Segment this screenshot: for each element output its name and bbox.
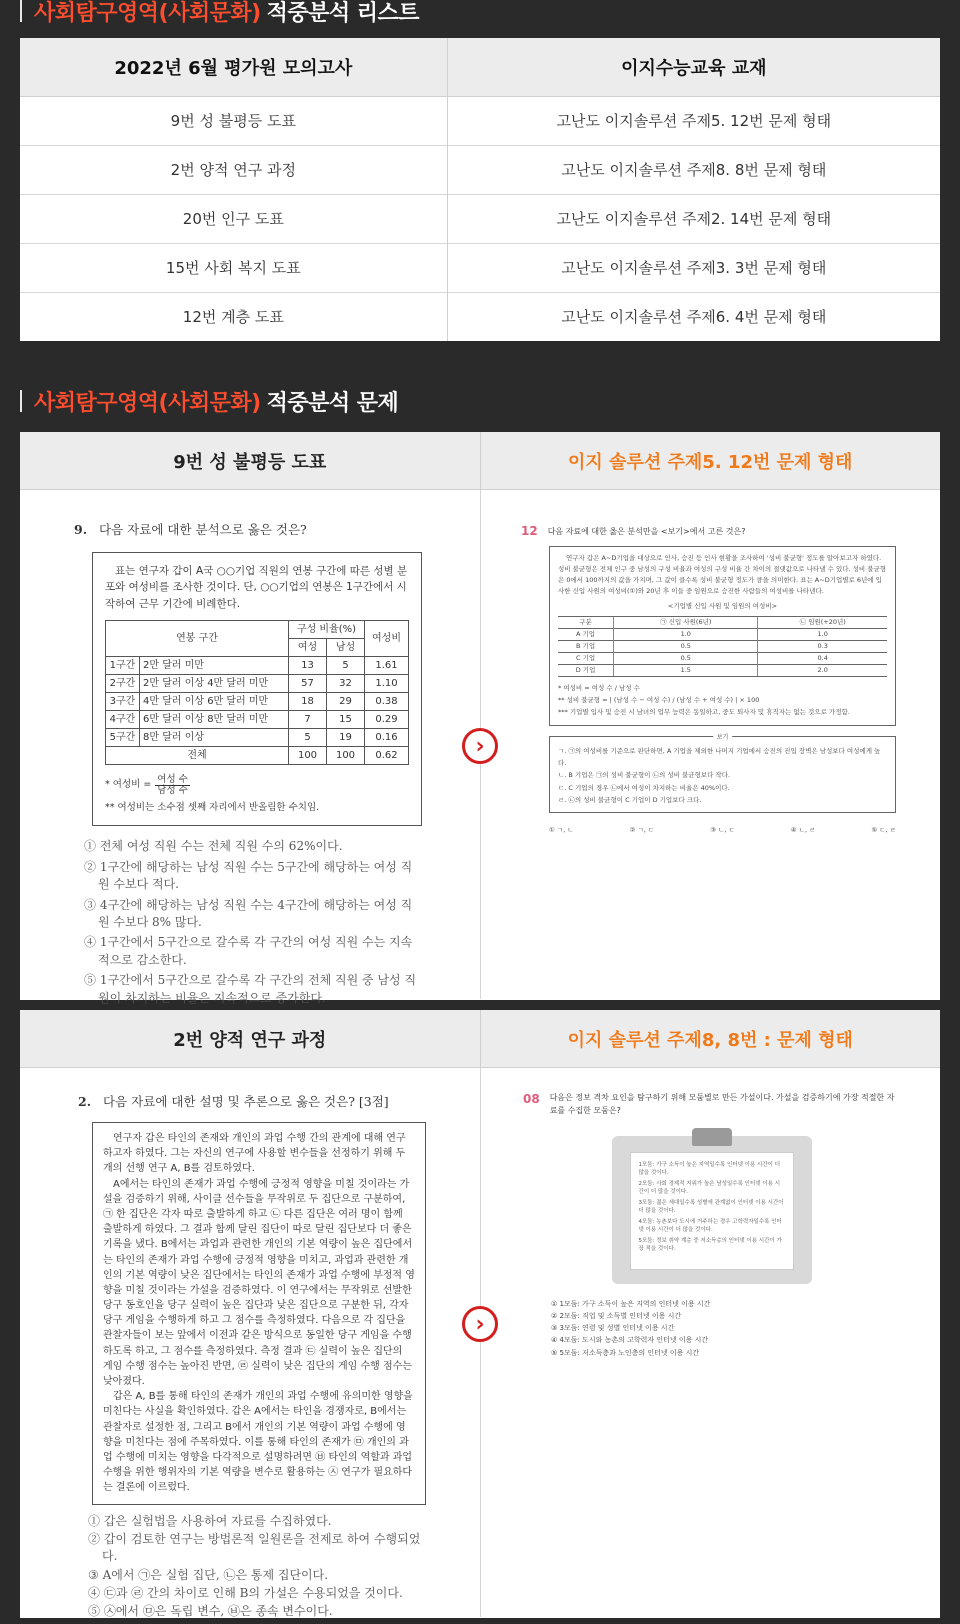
mini-cell: 0.5 (614, 641, 758, 653)
bogi-item: ㄹ. ㉡의 성비 불균형이 C 기업이 D 기업보다 크다. (558, 795, 702, 804)
exam-header: 9번 성 불평등 도표 (173, 451, 327, 473)
question-text: 다음 자료에 대한 분석으로 옳은 것은? (99, 522, 307, 537)
cell-male: 32 (327, 674, 365, 692)
table-row (106, 728, 409, 746)
question-text: 다음 자료에 대한 설명 및 추론으로 옳은 것은? [3점] (103, 1094, 389, 1109)
book-item: 고난도 이지솔루션 주제3. 3번 문제 형태 (447, 243, 940, 292)
table-row (558, 641, 887, 653)
company-table (558, 616, 887, 677)
cell-female: 13 (289, 656, 327, 674)
bogi-item: ㄱ. ㉠의 여성비를 기준으로 판단하면, A 기업을 제외한 나머지 기업에서 승진의 진입 장벽은 남성보다 여성에게 높다. (558, 746, 881, 767)
col-header-book: 이지수능교육 교재 (447, 38, 940, 96)
cell-group: 1구간 (106, 656, 140, 674)
memo-line: 4모둠: 농촌보다 도시에 거주하는 경우 고학력자일수록 인터넷 이용 시간이 더 많을 것이다. (638, 1218, 782, 1234)
table-row (106, 692, 409, 710)
exam-item: 12번 계층 도표 (20, 292, 447, 341)
table-row (558, 665, 887, 677)
choice-item[interactable]: ⑤ ㉦에서 ㉤은 독립 변수, ㉥은 종속 변수이다. (88, 1604, 333, 1619)
cell-range: 2만 달러 미만 (140, 656, 289, 674)
memo-paper (630, 1152, 794, 1270)
mini-th: ㉡ 임원(+20년) (758, 617, 887, 629)
mini-cell: 0.5 (614, 653, 758, 665)
choice-item[interactable]: ① ㄱ, ㄴ (549, 826, 574, 835)
book-item: 고난도 이지솔루션 주제8. 8번 문제 형태 (447, 145, 940, 194)
title-bar (20, 0, 22, 22)
mini-th: ㉠ 신입 사원(6년) (614, 617, 758, 629)
col-header-exam: 2022년 6월 평가원 모의고사 (20, 38, 447, 96)
comparison-panel-1 (20, 432, 940, 1005)
mini-cell: 1.0 (758, 629, 887, 641)
cell-male: 29 (327, 692, 365, 710)
section-title-questions (20, 384, 398, 418)
choice-item[interactable]: ⑤ 1구간에서 5구간으로 갈수록 각 구간의 전체 직원 중 남성 직원이 차지하는 비율은 지속적으로 증가한다. (84, 973, 417, 1005)
section-title-subject: 사회탐구영역(사회문화) (34, 0, 261, 26)
mini-cell: C 기업 (558, 653, 614, 665)
box-text-2: A에서는 타인의 존재가 과업 수행에 긍정적 영향을 미칠 것이라는 가설을 검증하기 위해, 사이클 선수들을 무작위로 두 집단으로 구분하여, ㉠ 한 집단은 각자 따로 출발하게 하고 ㉡ 다른 집단은 여러 명이 함께 출발하게 하였다. 그 결과 함께 달린 집단이 따로 달린 집단보다 더 좋은 기록을 냈다. B에서는 과업과 관련한 개인의 기본 역량이 높은 집단에서는 타인의 존재가 과업 수행에 긍정적 영향을 미치고, 과업과 관련한 개인의 기본 역량이 낮은 집단에서는 타인의 존재가 과업 수행에 부정적 영향을 미칠 것이라는 가설을 검증하였다. 이 연구에서는 무작위로 선발한 당구 동호인을 당구 실력이 높은 집단과 낮은 집단으로 구분한 뒤, 각자 당구 게임을 수행하게 하고 그 점수를 측정하였다. 다음으로 각 집단을 관찰자들이 보는 앞에서 이전과 같은 방식으로 동일한 당구 게임을 수행하도록 하고, 그 점수를 측정하였다. 측정 결과 ㉢ 실력이 높은 집단의 게임 수행 점수는 높아진 반면, ㉣ 실력이 낮은 집단의 게임 수행 점수는 낮아졌다. (103, 1178, 415, 1387)
cell-ratio: 0.16 (365, 728, 409, 746)
box-text: 연구자 갑은 A~D기업을 대상으로 인사, 승진 등 인사 현황을 조사하여 '성비 불균형' 정도를 알아보고자 하였다. 성비 불균형은 전체 인구 중 남성의 구성 비율과 여성의 구성 비율 간 차이의 절댓값으로 나타낼 수 있다. 성비 불균형은 0에서 100까지의 값을 가지며, 그 값이 클수록 성비 불균형 정도가 큼을 의미한다. 표는 A~D기업별로 6년에 입사한 신입 사원의 여성비(①)와 20년 후 이들 중 임원으로 승진한 사람들의 여성비를 나타낸다. (558, 554, 887, 596)
choice-item[interactable]: ③ ㄴ, ㄷ (710, 826, 735, 835)
cell-male: 19 (327, 728, 365, 746)
data-box (92, 1122, 426, 1505)
title-bar (20, 390, 22, 412)
th-female-ratio: 여성비 (365, 620, 409, 656)
exam-question-2 (20, 1068, 480, 1617)
answer-choices (551, 1298, 900, 1359)
footnote-formula (105, 775, 409, 797)
cell-range: 6만 달러 이상 8만 달러 미만 (140, 710, 289, 728)
list-row (20, 292, 940, 341)
exam-question-9 (20, 490, 480, 1005)
cell-ratio: 1.10 (365, 674, 409, 692)
book-header: 이지 솔루션 주제5. 12번 문제 형태 (480, 432, 941, 489)
cell-range: 8만 달러 이상 (140, 728, 289, 746)
box-text-1: 연구자 갑은 타인의 존재와 개인의 과업 수행 간의 관계에 대해 연구하고자 하였다. 그는 자신의 연구에 사용할 변수들을 선정하기 위해 두 개의 선행 연구 A, B를 검토하였다. (103, 1133, 406, 1175)
footnote-3: *** 기업별 입사 및 승진 시 남녀의 업무 능력은 동일하고, 중도 퇴사자 및 휴직자는 없는 것으로 가정함. (558, 707, 850, 716)
mini-cell: 2.0 (758, 665, 887, 677)
cell-range: 2만 달러 이상 4만 달러 미만 (140, 674, 289, 692)
cell-ratio: 0.29 (365, 710, 409, 728)
question-number: 08 (523, 1092, 540, 1106)
mini-cell: A 기업 (558, 629, 614, 641)
exam-item: 9번 성 불평등 도표 (20, 96, 447, 145)
answer-choices (84, 838, 422, 1007)
choice-item[interactable]: ③ A에서 ㉠은 실험 집단, ㉡은 통제 집단이다. (88, 1567, 329, 1582)
clip-icon (692, 1128, 732, 1146)
choice-item[interactable]: ① 갑은 실험법을 사용하여 자료를 수집하였다. (88, 1513, 332, 1528)
bogi-item: ㄴ. B 기업은 ㉠의 성비 불균형이 ㉡의 성비 불균형보다 작다. (558, 771, 731, 780)
answer-choices (88, 1513, 426, 1621)
th-male: 남성 (327, 638, 365, 656)
choice-item[interactable]: ① 1모둠: 가구 소득이 높은 지역의 인터넷 이용 시간 (551, 1299, 711, 1308)
cell-ratio: 0.38 (365, 692, 409, 710)
book-item: 고난도 이지솔루션 주제6. 4번 문제 형태 (447, 292, 940, 341)
list-row (20, 96, 940, 145)
book-item: 고난도 이지솔루션 주제2. 14번 문제 형태 (447, 194, 940, 243)
mini-cell: 0.4 (758, 653, 887, 665)
section-title-list (20, 0, 419, 28)
salary-table (105, 620, 409, 765)
book-question-8 (480, 1068, 940, 1617)
cell-range: 4만 달러 이상 6만 달러 미만 (140, 692, 289, 710)
list-row (20, 243, 940, 292)
choice-item[interactable]: ② 1구간에 해당하는 남성 직원 수는 5구간에 해당하는 여성 직원 수보다 적다. (84, 859, 413, 892)
total-label: 전체 (106, 746, 289, 764)
cell-group: 3구간 (106, 692, 140, 710)
fraction-numerator: 여성 수 (157, 773, 188, 785)
data-box (549, 546, 896, 726)
hit-list-table (20, 38, 940, 341)
cell-group: 2구간 (106, 674, 140, 692)
clipboard-image (612, 1136, 812, 1284)
th-ratio: 구성 비율(%) (289, 620, 365, 638)
choice-item[interactable]: ④ 4모둠: 도시와 농촌의 고학력자 인터넷 이용 시간 (551, 1336, 709, 1345)
cell-ratio: 1.61 (365, 656, 409, 674)
fraction-denominator: 남성 수 (157, 785, 188, 797)
choice-item[interactable]: ③ 3모둠: 연령 및 성별 인터넷 이용 시간 (551, 1324, 675, 1333)
total-male: 100 (327, 746, 365, 764)
th-range: 연봉 구간 (106, 620, 289, 656)
choice-item[interactable]: ② ㄱ, ㄷ (629, 826, 655, 835)
footnote-2: ** 성비 불균형 = | (남성 수 − 여성 수) / (남성 수 + 여성 수) | × 100 (558, 696, 760, 705)
book-header: 이지 솔루션 주제8, 8번 : 문제 형태 (480, 1010, 941, 1067)
choice-item[interactable]: ⑤ 5모둠: 저소득층과 노인층의 인터넷 이용 시간 (551, 1348, 700, 1357)
cell-male: 5 (327, 656, 365, 674)
arrow-right-icon: › (462, 1306, 498, 1342)
footnote-1: * 여성비 = 여성 수 / 남성 수 (558, 684, 640, 693)
memo-line: 1모둠: 가구 소득이 높은 지역일수록 인터넷 이용 시간이 더 많을 것이다. (638, 1161, 781, 1177)
cell-female: 57 (289, 674, 327, 692)
table-row (558, 629, 887, 641)
mini-cell: 1.0 (614, 629, 758, 641)
section-title-text: 적중분석 리스트 (266, 0, 420, 26)
list-row (20, 145, 940, 194)
bogi-item: ㄷ. C 기업의 경우 ㉡에서 여성이 차지하는 비율은 40%이다. (558, 783, 730, 792)
cell-male: 15 (327, 710, 365, 728)
choice-item[interactable]: ④ 1구간에서 5구간으로 갈수록 각 구간의 여성 직원 수는 지속적으로 감소한다. (84, 935, 413, 967)
bogi-box (549, 733, 896, 814)
question-number: 12 (521, 524, 538, 538)
memo-line: 5모둠: 정보 취약 계층 중 저소득층의 인터넷 이용 시간이 가장 적을 것이다. (638, 1237, 782, 1253)
mini-th: 구분 (558, 617, 614, 629)
question-number: 2. (78, 1094, 92, 1109)
book-item: 고난도 이지솔루션 주제5. 12번 문제 형태 (447, 96, 940, 145)
total-female: 100 (289, 746, 327, 764)
choice-item[interactable]: ④ ㄴ, ㄹ (790, 826, 816, 835)
footnote-label: * 여성비 = (105, 779, 152, 791)
exam-header: 2번 양적 연구 과정 (173, 1029, 327, 1051)
answer-choices (549, 825, 896, 834)
box-text-3: 갑은 A, B를 통해 타인의 존재가 개인의 과업 수행에 유의미한 영향을 미친다는 사실을 확인하였다. 갑은 A에서는 타인을 경쟁자로, B에서는 관찰자로 설정한 점, 그리고 B에서 개인의 기본 역량이 과업 수행에 영향을 미친다는 점에 주목하였다. 이를 통해 타인의 존재가 ㉤ 개인의 과업 수행에 미치는 영향을 다각적으로 설명하려면 ㉥ 타인의 역할과 과업 수행을 위한 행위자의 기본 역량을 변수로 활용하는 ㉦ 연구가 필요하다는 결론에 이르렀다. (103, 1391, 413, 1494)
cell-group: 5구간 (106, 728, 140, 746)
cell-female: 18 (289, 692, 327, 710)
data-box (92, 552, 422, 826)
box-text: 표는 연구자 갑이 A국 ○○기업 직원의 연봉 구간에 따른 성별 분포와 여성비를 조사한 것이다. 단, ○○기업의 연봉은 1구간에서 시작하여 근무 기간에 비례한다. (105, 565, 408, 610)
table-title: <기업별 신입 사원 및 임원의 여성비> (667, 602, 778, 611)
memo-line: 3모둠: 젊은 세대일수록 성별에 관계없이 인터넷 이용 시간이 더 많을 것이다. (638, 1199, 784, 1215)
section-title-subject: 사회탐구영역(사회문화) (34, 390, 261, 416)
choice-item[interactable]: ③ 4구간에 해당하는 남성 직원 수는 4구간에 해당하는 여성 직원 수보다 8% 많다. (84, 897, 413, 929)
choice-item[interactable]: ② 2모둠: 직업 및 소득별 인터넷 이용 시간 (551, 1311, 682, 1320)
table-row (558, 653, 887, 665)
bogi-label: 보기 (713, 732, 733, 743)
section-title-text: 적중분석 문제 (266, 390, 399, 416)
cell-group: 4구간 (106, 710, 140, 728)
table-row (106, 656, 409, 674)
cell-female: 5 (289, 728, 327, 746)
exam-item: 15번 사회 복지 도표 (20, 243, 447, 292)
comparison-panel-2 (20, 1010, 940, 1618)
footnote-rounding: ** 여성비는 소수점 셋째 자리에서 반올림한 수치임. (105, 801, 320, 813)
choice-item[interactable]: ④ ㉢과 ㉣ 간의 차이로 인해 B의 가설은 수용되었을 것이다. (88, 1586, 403, 1601)
choice-item[interactable]: ① 전체 여성 직원 수는 전체 직원 수의 62%이다. (84, 839, 343, 854)
mini-cell: 0.3 (758, 641, 887, 653)
list-row (20, 194, 940, 243)
table-row (106, 710, 409, 728)
exam-item: 20번 인구 도표 (20, 194, 447, 243)
mini-cell: D 기업 (558, 665, 614, 677)
choice-item[interactable]: ⑤ ㄷ, ㄹ (871, 826, 896, 835)
question-text: 다음은 정보 격차 요인을 탐구하기 위해 모둠별로 만든 가설이다. 가설을 검증하기에 가장 적절한 자료를 수집한 모둠은? (549, 1093, 895, 1115)
cell-female: 7 (289, 710, 327, 728)
mini-cell: B 기업 (558, 641, 614, 653)
choice-item[interactable]: ② 갑이 검토한 연구는 방법론적 일원론을 전제로 하여 수행되었다. (88, 1531, 421, 1564)
book-question-12 (480, 490, 940, 999)
table-row (106, 674, 409, 692)
th-female: 여성 (289, 638, 327, 656)
mini-cell: 1.5 (614, 665, 758, 677)
total-ratio: 0.62 (365, 746, 409, 764)
exam-item: 2번 양적 연구 과정 (20, 145, 447, 194)
question-number: 9. (74, 522, 88, 537)
question-text: 다음 자료에 대한 옳은 분석만을 <보기>에서 고른 것은? (547, 526, 746, 536)
arrow-right-icon: › (462, 728, 498, 764)
memo-line: 2모둠: 사회 경제적 지위가 높은 남성일수록 인터넷 이용 시간이 더 많을 것이다. (638, 1180, 781, 1196)
